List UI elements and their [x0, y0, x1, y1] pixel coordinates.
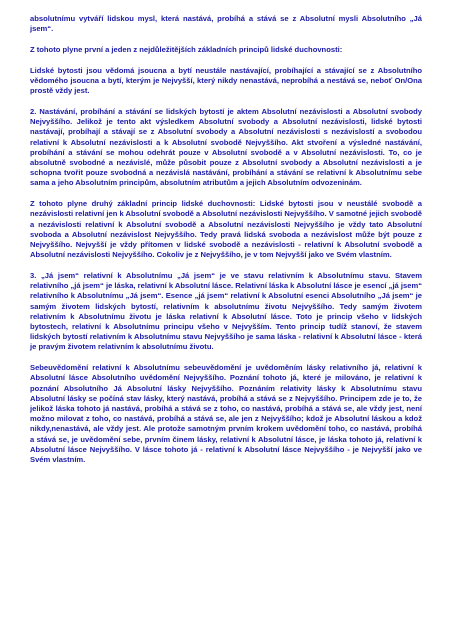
- paragraph-7: Sebeuvědomění relativní k Absolutnímu sebeuvědomění je uvědoměním lásky relativního já, relativní k Absolutní lásce Absolutního uvědomění Nejvyššího. Poznání tohoto já, které je milováno, je relativní k poznání Absolutního Já Absolutní lásky Nejvyššího. Poznáním relativity lásky k Absolutnímu stavu Absolutní lásky se počíná stav lásky, který nastává, probíhá a stává se z Nejvyššího. Principem zde je to, že jelikož láska tohoto já nastává, probíhá a stává se z toho, co nastává, probíhá a stává se, ale vždy jest, není možno milovat z toho, co nastává, probíhá a stává se, ale jen z Nejvyššího; kdož je Absolutní láskou a kdož nikdy,nenastává, ale vždy jest. Ale protože samotným prvním krokem uvědomění toho, co nastává, probíhá a stává se, je uvědomění sebe, prvním činem lásky, relativní k Absolutní lásce, je láska tohoto já, relativní k Absolutní lásce Nejvyššího. V lásce tohoto já - relativní k Absolutní lásce Nejvyššího - je Nejvyšší jako ve Svém vlastním.: [30, 363, 422, 465]
- paragraph-3: Lidské bytosti jsou vědomá jsoucna a bytí neustále nastávající, probíhající a stávající se z Absolutního vědomého jsoucna a bytí, kterým je Nejvyšší, který nikdy nenastává, neprobíhá a nestává se, neboť On/Ona prostě vždy jest.: [30, 65, 422, 96]
- paragraph-2: Z tohoto plyne první a jeden z nejdůležitějších základních principů lidské duchovnosti:: [30, 45, 343, 54]
- paragraph-1: absolutnímu vytváří lidskou mysl, která nastává, probíhá a stává se z Absolutní mysli Absolutního „Já jsem“.: [30, 14, 422, 34]
- paragraph-4: 2. Nastávání, probíhání a stávání se lidských bytostí je aktem Absolutní nezávislosti a Absolutní svobody Nejvyššího. Jelikož je tento akt výsledkem Absolutní svobody a Absolutní nezávislosti, lidské bytosti nastávají, probíhají a stávají se z Absolutní svobody a Absolutní nezávislosti s nezávislostí a svobodou relativní k Absolutní nezávislosti a k Absolutní svobodě Nejvyššího. Akt stvoření a výsledné nastávání, probíhání a stávání se mohou odehrát pouze v Absolutní svobodě a v Absolutní nezávislosti. To, co je absolutně svobodné a nezávislé, může působit pouze z Absolutní svobody a Absolutní nezávislosti a je schopna tvořit pouze svobodná a nezávislá nastávání, probíhání a stávání se relativní k Absolutnímu sebe sama a jeho Absolutním principům, absolutním atributům a jejich Absolutním odvozeninám.: [30, 107, 422, 188]
- paragraph-6: 3. „Já jsem“ relativní k Absolutnímu „Já jsem“ je ve stavu relativním k Absolutnímu stavu. Stavem relativního „já jsem“ je láska, relativní k Absolutní lásce. Relativní láska k Absolutní lásce je esencí „já jsem“ relativního k Absolutnímu „Já jsem“. Esence „já jsem“ relativní k Absolutní esenci Absolutního „Já jsem“ je samým životem lidských bytostí, relativním k absolutnímu životu Nejvyššího. Tedy samým životem relativním k Absolutnímu životu je láska relativní k Absolutní lásce. Toto je princip všeho v lidských bytostech, relativní k Absolutnímu principu všeho v Nejvyšším. Tento princip tudíž stanoví, že stavem lidských bytostí relativním k Absolutnímu stavu Nejvyššího je sama láska - relativní k Absolutní lásce - která je pravým životem relativním k absolutnímu životu.: [30, 271, 422, 352]
- paragraph-5: Z tohoto plyne druhý základní princip lidské duchovnosti: Lidské bytosti jsou v neustálé svobodě a nezávislosti relativní jen k Absolutní svobodě a Absolutní nezávislosti Nejvyššího. V samotné jejich svobodě a nezávislosti relativní k Absolutní svobodě a Absolutní nezávislosti Nejvyššího je vždy tato Absolutní svoboda a Absolutní nezávislost Nejvyššího. Tedy pravá lidská svoboda a nezávislost může být pouze z Nejvyššího. Nejvyšší je vždy přítomen v lidské svobodě a nezávislosti - relativní k Absolutní svobodě a Absolutní nezávislosti Nejvyššího. Cokoliv je z Nejvyššího, je v tom Nejvyšší jako ve Svém vlastním.: [30, 199, 422, 260]
